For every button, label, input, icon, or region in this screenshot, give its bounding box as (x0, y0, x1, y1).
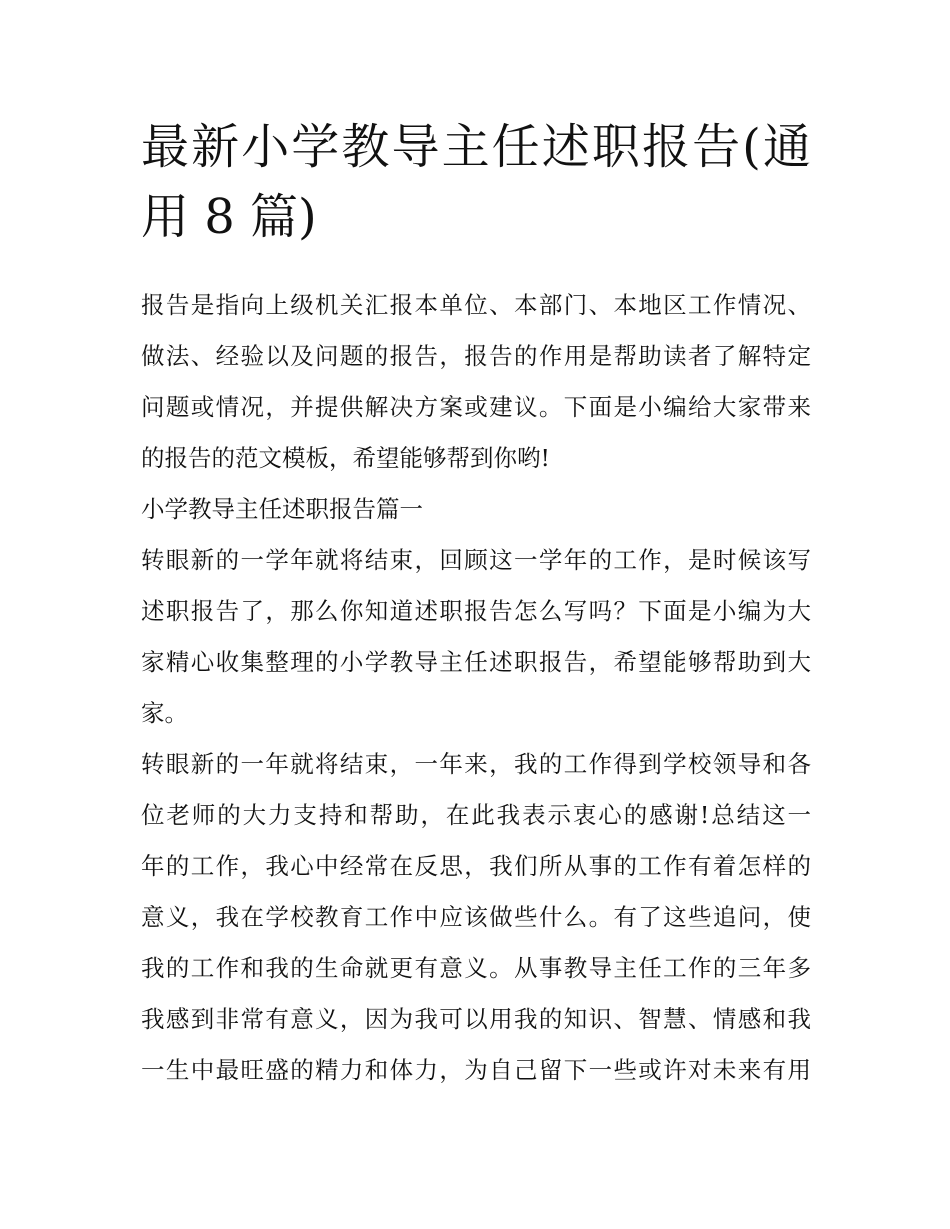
text-line: 意义，我在学校教育工作中应该做些什么。有了这些追问，使 (141, 903, 811, 931)
paragraph-1 (141, 535, 811, 739)
text-line: 转眼新的一学年就将结束，回顾这一学年的工作，是时候该写 (141, 546, 811, 574)
title-line: 用 8 篇) (141, 189, 317, 245)
document-title (141, 112, 811, 252)
text-line: 的报告的范文模板，希望能够帮到你哟! (141, 444, 550, 472)
document-body (141, 280, 811, 1096)
text-line: 述职报告了，那么你知道述职报告怎么写吗？下面是小编为大 (141, 597, 811, 625)
text-line: 报告是指向上级机关汇报本单位、本部门、本地区工作情况、 (141, 291, 811, 319)
text-line: 年的工作，我心中经常在反思，我们所从事的工作有着怎样的 (141, 852, 811, 880)
text-line: 我感到非常有意义，因为我可以用我的知识、智慧、情感和我 (141, 1005, 811, 1033)
text-line: 做法、经验以及问题的报告，报告的作用是帮助读者了解特定 (141, 342, 811, 370)
text-line: 我的工作和我的生命就更有意义。从事教导主任工作的三年多 (141, 954, 811, 982)
text-line: 一生中最旺盛的精力和体力，为自己留下一些或许对未来有用 (141, 1056, 811, 1084)
text-line: 问题或情况，并提供解决方案或建议。下面是小编给大家带来 (141, 393, 811, 421)
text-line: 转眼新的一年就将结束，一年来，我的工作得到学校领导和各 (141, 750, 811, 778)
text-line: 家。 (141, 699, 188, 727)
paragraph-2 (141, 739, 811, 1096)
section-heading: 小学教导主任述职报告篇一 (141, 495, 423, 523)
intro-paragraph (141, 280, 811, 484)
title-line: 最新小学教导主任述职报告(通 (141, 119, 811, 175)
text-line: 位老师的大力支持和帮助，在此我表示衷心的感谢!总结这一 (141, 801, 811, 829)
text-line: 家精心收集整理的小学教导主任述职报告，希望能够帮助到大 (141, 648, 811, 676)
document-page (141, 112, 811, 1096)
